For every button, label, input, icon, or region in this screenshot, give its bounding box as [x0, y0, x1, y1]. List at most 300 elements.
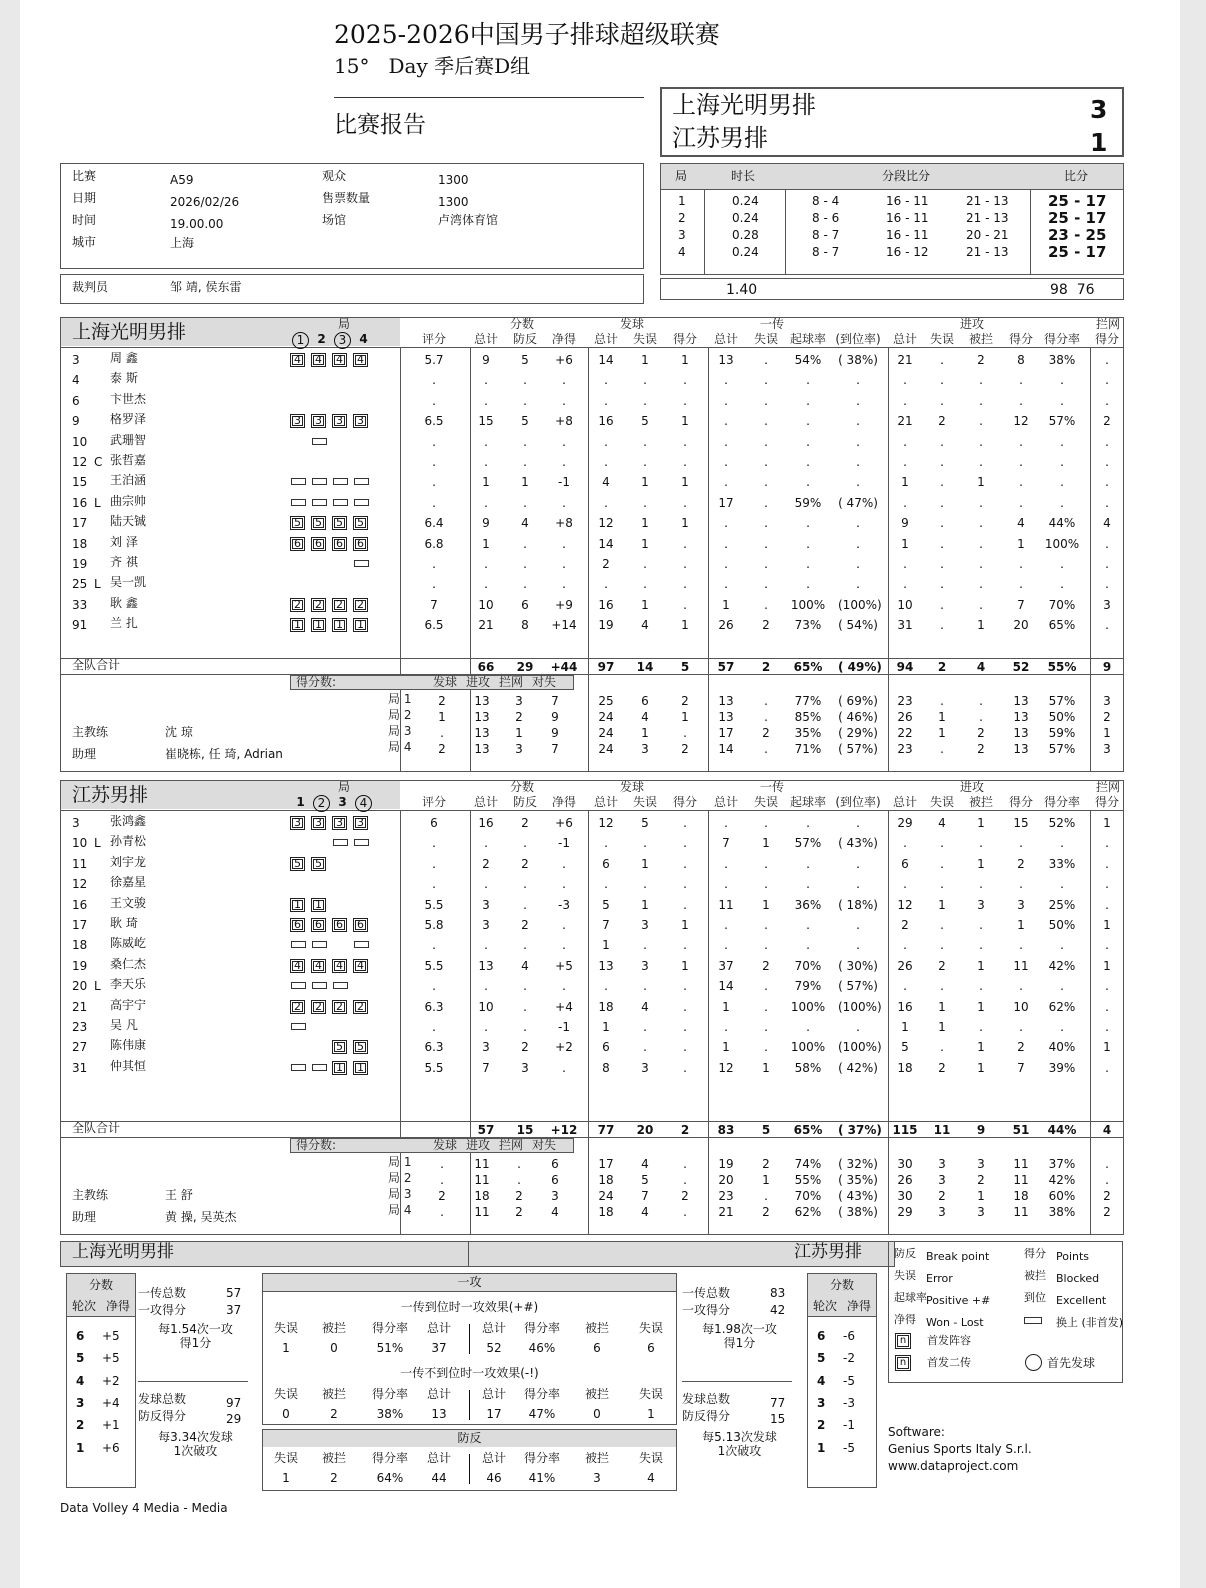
stat-cell: . — [523, 455, 527, 469]
stat-cell: . — [432, 393, 436, 408]
stat-cell: . — [940, 618, 944, 633]
stat-cell: . — [940, 516, 944, 531]
scored-cell: 2 — [515, 1189, 523, 1203]
col-header-pts: 得分 — [672, 332, 697, 346]
sets-header-score: 比分 — [1064, 169, 1089, 183]
stat-cell: +14 — [551, 618, 577, 633]
set-stat-cell: 18 — [598, 1205, 614, 1219]
stat-cell: . — [940, 536, 944, 551]
stat-cell: . — [683, 577, 687, 592]
stat-cell: 31 — [897, 618, 913, 633]
rotation-net: +5 — [102, 1329, 120, 1343]
substitute-marker — [333, 982, 348, 989]
stat-cell: . — [940, 455, 944, 469]
center-divider — [469, 1324, 470, 1354]
stat-cell: 2 — [1103, 414, 1111, 429]
stat-cell: . — [979, 516, 983, 531]
set-stat-cell: . — [683, 726, 687, 740]
rotation-box: 2 — [353, 1000, 368, 1014]
legend-abbr: 起球率 — [894, 1291, 927, 1304]
team-total-cell: 55% — [1047, 660, 1077, 674]
player-number: 23 — [72, 1020, 88, 1034]
stat-cell: . — [856, 434, 860, 449]
stat-cell: +8 — [555, 516, 573, 531]
rotation-box: 3 — [290, 414, 305, 428]
set-stat-cell: 30 — [897, 1189, 913, 1203]
stat-cell: . — [1060, 877, 1064, 892]
scored-cell: 7 — [551, 742, 559, 756]
grid-value: 2 — [330, 1407, 338, 1421]
stat-cell: . — [806, 373, 810, 388]
stat-cell: . — [1105, 557, 1109, 571]
col-header-pos: 起球率 — [789, 795, 826, 809]
team-total-cell: 29 — [516, 660, 534, 674]
set-stat-cell: . — [979, 694, 983, 708]
stat-cell: . — [764, 495, 768, 510]
sideout-points: 37 — [226, 1303, 242, 1317]
reception-total-label: 一传总数 — [682, 1286, 731, 1300]
stat-cell: 59% — [794, 495, 822, 510]
grid-head: 总计 — [426, 1451, 451, 1465]
stat-cell: . — [643, 393, 647, 408]
player-name: 卞世杰 — [110, 391, 147, 406]
stat-cell: 37 — [718, 958, 734, 973]
sideout-title: 一攻 — [457, 1275, 482, 1289]
rotation-net: -5 — [843, 1440, 855, 1455]
stat-cell: 1 — [977, 1060, 985, 1075]
rotation-box: 1 — [332, 1061, 347, 1075]
rotation-number: 5 — [817, 1351, 826, 1366]
set-stat-cell: 13 — [718, 710, 734, 724]
stat-cell: 1 — [1017, 536, 1025, 551]
stat-cell: . — [562, 577, 566, 592]
stat-cell: 3 — [482, 897, 490, 912]
set-stat-cell: 26 — [897, 1173, 913, 1187]
breakpoint-title: 防反 — [457, 1431, 482, 1445]
stat-cell: . — [940, 979, 944, 994]
stat-cell: -1 — [558, 836, 570, 851]
stat-cell: 1 — [602, 1020, 610, 1034]
col-group-set: 局 — [338, 317, 351, 331]
stat-cell: . — [1060, 557, 1064, 571]
set-stat-cell: 4 — [641, 1205, 649, 1219]
stat-cell: 5 — [641, 414, 649, 429]
serve-total-label: 发球总数 — [138, 1392, 187, 1406]
substitute-marker — [354, 499, 369, 506]
stat-cell: . — [903, 373, 907, 388]
player-name: 泰 斯 — [110, 371, 138, 386]
player-role: L — [94, 577, 101, 592]
rotation-box: 4 — [290, 353, 305, 367]
set-stat-cell: 17 — [598, 1157, 614, 1171]
col-header-err: 失误 — [753, 795, 778, 809]
team-total-cell: 14 — [636, 660, 654, 674]
stat-cell: . — [724, 475, 728, 490]
stat-cell: . — [643, 577, 647, 592]
total-score: 98 76 — [1050, 282, 1095, 298]
stat-cell: . — [643, 1020, 647, 1034]
set-stat-cell: 3 — [977, 1157, 985, 1171]
stat-cell: . — [979, 434, 983, 449]
stat-cell: . — [604, 373, 608, 388]
stat-cell: 9 — [901, 516, 909, 531]
stat-cell: . — [1019, 877, 1023, 892]
set-score: 25 - 17 — [1048, 243, 1107, 261]
summary-home-team: 上海光明男排 — [72, 1242, 174, 1262]
stat-cell: 3 — [641, 958, 649, 973]
stat-cell: 1 — [641, 897, 649, 912]
divider — [807, 1316, 877, 1317]
stat-cell: 6 — [521, 597, 529, 612]
stat-cell: . — [806, 816, 810, 830]
stat-cell: . — [764, 414, 768, 429]
col-header-rating: 评分 — [421, 795, 446, 809]
stat-cell: 70% — [1048, 597, 1076, 612]
stat-cell: 1 — [1103, 958, 1111, 973]
stat-cell: . — [523, 393, 527, 408]
grid-head: 得分率 — [371, 1321, 408, 1335]
set-number: 1 — [678, 194, 686, 208]
stat-cell: 3 — [977, 897, 985, 912]
stat-cell: . — [940, 918, 944, 932]
grid-value: 0 — [330, 1341, 338, 1355]
scored-cell: 13 — [474, 710, 490, 724]
col-header-wl: 净得 — [551, 795, 576, 809]
rotation-box: 2 — [290, 598, 305, 612]
scored-col: 进攻 — [465, 675, 490, 689]
stat-cell: . — [806, 516, 810, 531]
col-group-reception: 一传 — [760, 317, 785, 331]
coach-name: 沈 琼 — [165, 725, 193, 739]
stat-cell: . — [1060, 938, 1064, 953]
stat-cell: 39% — [1048, 1060, 1076, 1075]
stat-cell: . — [764, 475, 768, 490]
stat-cell: . — [979, 979, 983, 994]
set-start-3: 3 — [334, 332, 351, 349]
player-number: 18 — [72, 938, 88, 953]
stat-cell: 11 — [1013, 958, 1029, 973]
set-stat-cell: 23 — [718, 1189, 734, 1203]
stat-cell: . — [940, 856, 944, 871]
stat-cell: . — [724, 856, 728, 871]
stat-cell: 4 — [641, 618, 649, 633]
stat-cell: . — [1105, 373, 1109, 388]
grid-head: 得分率 — [371, 1387, 408, 1401]
stat-cell: . — [856, 475, 860, 490]
grid-head: 失误 — [273, 1321, 298, 1335]
team-total-cell: +44 — [550, 660, 578, 674]
stat-cell: . — [1105, 856, 1109, 871]
set-stat-cell: 2 — [681, 694, 689, 708]
stat-cell: 15 — [478, 414, 494, 429]
breakpoint-points: 15 — [770, 1412, 786, 1426]
stat-cell: . — [806, 434, 810, 449]
grid-head: 被拦 — [584, 1321, 609, 1335]
rotation-box: 4 — [332, 353, 347, 367]
tickets-value: 1300 — [438, 195, 469, 209]
rotation-box: 4 — [353, 353, 368, 367]
rotation-box: 6 — [332, 537, 347, 551]
rotation-box: 2 — [353, 598, 368, 612]
team-total-cell: 83 — [717, 1123, 735, 1137]
col-header-pts: 得分 — [1094, 795, 1119, 809]
set-stat-cell: 7 — [641, 1189, 649, 1203]
rotation-box: 2 — [290, 1000, 305, 1014]
scored-cell: 13 — [474, 694, 490, 708]
grid-value: 1 — [647, 1407, 655, 1421]
player-name: 吴 凡 — [110, 1018, 138, 1032]
stat-cell: . — [643, 938, 647, 953]
substitute-marker — [291, 1023, 306, 1030]
grid-value: 46 — [486, 1471, 502, 1485]
stat-cell: 8 — [521, 618, 529, 633]
set-stat-cell: 17 — [718, 726, 734, 740]
player-number: 6 — [72, 393, 80, 408]
player-name: 吴一凯 — [110, 575, 147, 590]
stat-cell: . — [523, 434, 527, 449]
team-total-cell: 115 — [892, 1123, 918, 1137]
stat-cell: . — [683, 557, 687, 571]
stat-cell: ( 47%) — [838, 495, 878, 510]
set-stat-cell: 25 — [598, 694, 614, 708]
team-name: 江苏男排 — [72, 784, 149, 806]
stat-cell: 8 — [602, 1060, 610, 1075]
rotation-box: 5 — [353, 516, 368, 530]
col-group-points: 分数 — [510, 780, 535, 794]
stat-cell: . — [1019, 836, 1023, 851]
player-name: 桑仁杰 — [110, 956, 147, 971]
stat-cell: . — [1105, 979, 1109, 994]
stat-cell: . — [903, 495, 907, 510]
stat-cell: . — [643, 836, 647, 851]
stat-cell: 2 — [521, 918, 529, 932]
sideout-points: 42 — [770, 1303, 786, 1317]
set-stat-cell: 1 — [681, 710, 689, 724]
player-number: 3 — [72, 816, 80, 830]
stat-cell: . — [562, 877, 566, 892]
stat-cell: 8 — [1017, 353, 1025, 367]
grid-head: 被拦 — [321, 1451, 346, 1465]
player-number: 27 — [72, 1040, 88, 1055]
stat-cell: . — [806, 455, 810, 469]
footer-url: www.dataproject.com — [888, 1459, 1019, 1473]
stat-cell: 3 — [1017, 897, 1025, 912]
set-stat-cell: 35% — [794, 726, 822, 740]
stat-cell: 2 — [482, 856, 490, 871]
stat-cell: . — [432, 856, 436, 871]
scored-col: 进攻 — [465, 1138, 490, 1152]
grid-head: 失误 — [638, 1387, 663, 1401]
stat-cell: 5 — [641, 816, 649, 830]
stat-cell: . — [523, 877, 527, 892]
stat-cell: 29 — [897, 816, 913, 830]
grid-head: 被拦 — [584, 1387, 609, 1401]
substitute-marker — [354, 941, 369, 948]
set-partial-8: 8 - 7 — [812, 245, 840, 259]
stat-cell: ( 38%) — [838, 353, 878, 367]
player-number: 4 — [72, 373, 80, 388]
set-stat-cell: . — [1105, 1157, 1109, 1171]
set-partial-21: 20 - 21 — [966, 228, 1009, 242]
sideout-ratio: 每1.54次一攻 — [158, 1322, 233, 1336]
rotation-net: -5 — [843, 1373, 855, 1388]
stat-cell: . — [683, 373, 687, 388]
stat-cell: . — [562, 938, 566, 953]
stat-cell: . — [1105, 455, 1109, 469]
stat-cell: 50% — [1048, 918, 1076, 932]
stat-cell: . — [806, 536, 810, 551]
stat-cell: . — [562, 918, 566, 932]
stat-cell: ( 42%) — [838, 1060, 878, 1075]
stat-cell: 5.5 — [424, 897, 444, 912]
set-stat-cell: 20 — [718, 1173, 734, 1187]
set-stat-cell: . — [683, 1157, 687, 1171]
col-header-err: 失误 — [929, 332, 954, 346]
player-name: 陈威屹 — [110, 936, 147, 951]
setter-legend-marker: n — [895, 1355, 911, 1371]
stat-cell: 9 — [482, 353, 490, 367]
stat-cell: . — [724, 918, 728, 932]
stat-cell: 21 — [897, 353, 913, 367]
stat-cell: 1 — [977, 1040, 985, 1055]
rotation-number: 1 — [817, 1440, 826, 1455]
stat-cell: . — [940, 557, 944, 571]
player-number: 12 — [72, 455, 88, 469]
player-role: L — [94, 979, 101, 994]
stat-cell: 5.5 — [424, 958, 444, 973]
divider — [61, 347, 1123, 348]
stat-cell: . — [604, 434, 608, 449]
stat-cell: . — [1105, 618, 1109, 633]
match-date: 2026/02/26 — [170, 195, 240, 209]
legend-abbr: 防反 — [894, 1247, 916, 1260]
scored-col: 发球 — [432, 1138, 457, 1152]
legend-abbr: 被拦 — [1024, 1269, 1046, 1282]
stat-cell: . — [1105, 495, 1109, 510]
col-header-total: 总计 — [892, 332, 917, 346]
stat-cell: 2 — [602, 557, 610, 571]
player-name: 格罗泽 — [110, 412, 147, 427]
team-total-cell: 20 — [636, 1123, 654, 1137]
rotation-number: 6 — [76, 1329, 85, 1343]
legend-desc: 换上 (非首发) — [1056, 1316, 1124, 1329]
stat-cell: 100% — [790, 999, 826, 1014]
stat-cell: . — [940, 938, 944, 953]
stat-cell: 7 — [602, 918, 610, 932]
stat-cell: 44% — [1048, 516, 1076, 531]
rotation-number: 5 — [76, 1351, 85, 1366]
stat-cell: 6 — [901, 856, 909, 871]
stat-cell: . — [562, 434, 566, 449]
player-number: 15 — [72, 475, 88, 490]
set-stat-cell: ( 32%) — [838, 1157, 878, 1171]
stat-cell: 1 — [977, 856, 985, 871]
stat-cell: . — [979, 495, 983, 510]
set-stat-cell: . — [940, 694, 944, 708]
team-total-cell: 57 — [717, 660, 735, 674]
stat-cell: . — [523, 999, 527, 1014]
stat-cell: ( 43%) — [838, 836, 878, 851]
stat-cell: 1 — [901, 1020, 909, 1034]
set-stat-cell: 2 — [1103, 710, 1111, 724]
stat-cell: . — [724, 373, 728, 388]
stat-cell: . — [940, 1040, 944, 1055]
set-stat-cell: 1 — [977, 1189, 985, 1203]
stat-cell: . — [856, 1020, 860, 1034]
stat-cell: . — [683, 836, 687, 851]
stat-cell: 79% — [794, 979, 822, 994]
stat-cell: . — [484, 1020, 488, 1034]
set-stat-cell: 2 — [977, 726, 985, 740]
stat-cell: 4 — [1103, 516, 1111, 531]
set-label: 局 2 — [388, 708, 412, 722]
stat-cell: . — [724, 414, 728, 429]
stat-cell: . — [1019, 373, 1023, 388]
stat-cell: 3 — [482, 918, 490, 932]
scored-cell: 9 — [551, 726, 559, 740]
stat-cell: 5 — [521, 414, 529, 429]
stat-cell: . — [940, 597, 944, 612]
substitute-marker — [291, 478, 306, 485]
stat-cell: . — [1019, 455, 1023, 469]
rotation-box: 5 — [290, 516, 305, 530]
stat-cell: 57% — [1048, 414, 1076, 429]
stat-cell: . — [1019, 495, 1023, 510]
player-name: 齐 祺 — [110, 555, 138, 569]
team-total-cell: ( 49%) — [838, 660, 882, 674]
player-number: 12 — [72, 877, 88, 892]
player-name: 陆天铖 — [110, 514, 147, 529]
rotation-box: 4 — [290, 959, 305, 973]
set-number: 2 — [678, 211, 686, 225]
legend-desc: Won - Lost — [926, 1316, 984, 1329]
team-total-label: 全队合计 — [72, 658, 121, 672]
stat-cell: 3 — [641, 918, 649, 932]
player-number: 10 — [72, 836, 88, 851]
stat-cell: . — [903, 979, 907, 994]
set-stat-cell: 74% — [794, 1157, 822, 1171]
set-partial-21: 21 - 13 — [966, 194, 1009, 208]
stat-cell: 3 — [482, 1040, 490, 1055]
stat-cell: . — [1060, 577, 1064, 592]
scored-cell: 6 — [551, 1173, 559, 1187]
legend-abbr: 得分 — [1024, 1247, 1046, 1260]
stat-cell: . — [1060, 434, 1064, 449]
stat-cell: . — [484, 979, 488, 994]
stat-cell: 2 — [762, 618, 770, 633]
stat-cell: 1 — [938, 999, 946, 1014]
referee-box — [60, 274, 644, 304]
player-name: 曲宗帅 — [110, 493, 147, 508]
scored-cell: 11 — [474, 1173, 490, 1187]
stat-cell: . — [643, 1040, 647, 1055]
rotation-box: 6 — [332, 918, 347, 932]
stat-cell: . — [643, 455, 647, 469]
team-total-cell: 2 — [937, 660, 947, 674]
player-number: 18 — [72, 536, 88, 551]
grid-head: 失误 — [638, 1321, 663, 1335]
set-stat-cell: 2 — [938, 1189, 946, 1203]
scored-col: 拦网 — [498, 675, 523, 689]
stat-cell: . — [940, 393, 944, 408]
stat-cell: 10 — [1013, 999, 1029, 1014]
stat-cell: 1 — [641, 475, 649, 490]
rotation-box: 1 — [290, 618, 305, 632]
stat-cell: 10 — [478, 597, 494, 612]
stat-cell: 100% — [790, 597, 826, 612]
stat-cell: 1 — [641, 597, 649, 612]
substitute-marker — [333, 839, 348, 846]
